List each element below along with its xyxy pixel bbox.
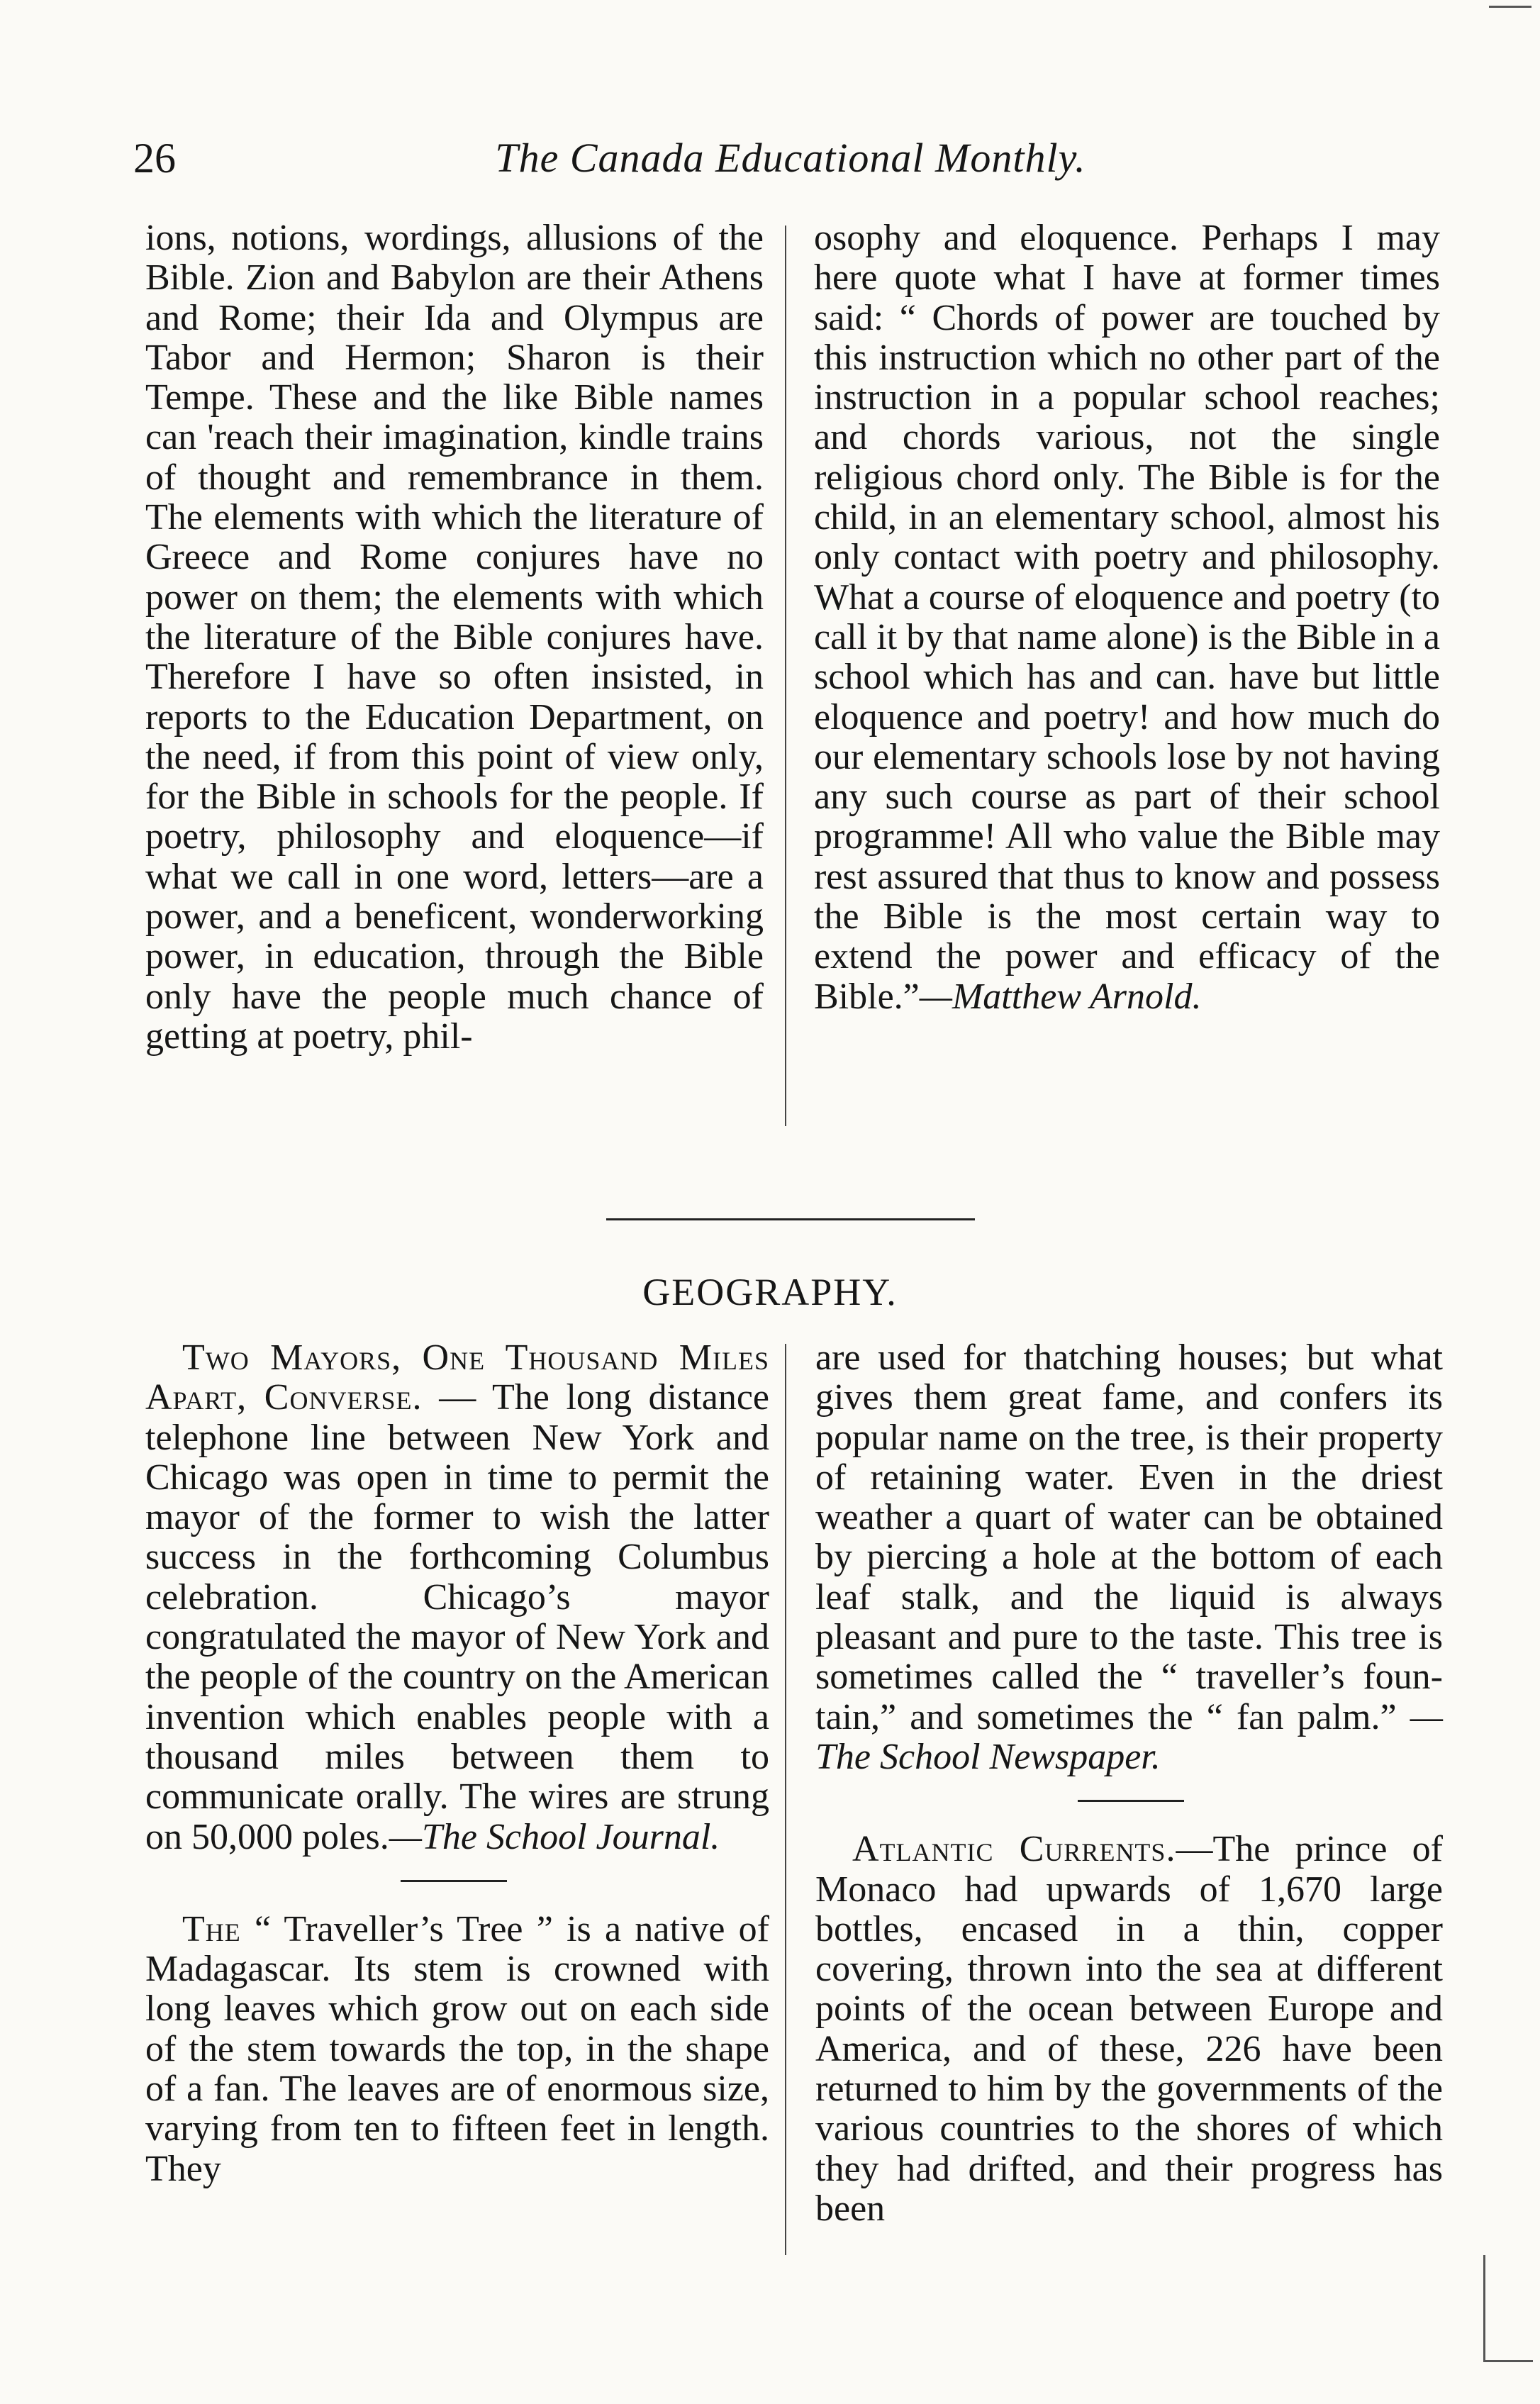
geography-column-divider (785, 1344, 786, 2255)
article-source-school-journal: —The School Journal. (389, 1816, 720, 1857)
arnold-quote-text: osophy and eloquence. Perhaps I may here quote what I have at former times said: “ Chords of power are touched by this instruction which no other part of the instruction in a popular school reaches; and chords various, not the single religious chord only. The Bible is for the child, in an elementary school, almost his only contact with poetry and philosophy. What a course of eloquence and poetry (to call it by that name alone) is the Bible in a school which has and can. have but little eloquence and poetry! and how much do our elementary schools lose by not having any such course as part of their school programme! All who value the Bible may rest assured that thus to know and possess the Bible is the most certain way to extend the power and efficacy of the Bible.” (814, 218, 1440, 1017)
top-column-divider (785, 226, 786, 1126)
article-travellers-tree (145, 1910, 769, 2189)
article-body-travellers-tree-right: are used for thatching houses; but what gives them great fame, and confers its popular name on the tree, is their property of retaining water. Even in the driest weather a quart of water can be obtained by piercing a hole at the bottom of each leaf stalk, and the liquid is always pleasant and pure to the taste. This tree is sometimes called the “ traveller’s fountain,” and sometimes the “ fan palm.” (815, 1337, 1443, 1737)
top-left-paragraph: ions, notions, wordings, allusions of the Bible. Zion and Babylon are their Athens and Rome; their Ida and Olympus are Tabor and Hermon; Sharon is their Tempe. These and the like Bible names can 'reach their imagination, kindle trains of thought and remembrance in them. The elements with which the literature of Greece and Rome conjures have no power on them; the elements with which the literature of the Bible conjures have. Therefore I have so often insisted, in reports to the Education Department, on the need, if from this point of view only, for the Bible in schools for the people. If poetry, philosophy and eloquence—if what we call in one word, letters—are a power, and a beneficent, wonderworking power, in education, through the Bible only have the people much chance of getting at poetry, phil- (145, 218, 764, 1057)
arnold-attribution: —Matthew Arnold. (919, 976, 1202, 1017)
scan-edge-mark-bottom-foot (1483, 2360, 1533, 2362)
article-separator (815, 1777, 1443, 1830)
running-title: The Canada Educational Monthly. (495, 135, 1086, 181)
geography-right-column (815, 1338, 1443, 2267)
article-body-two-mayors: — The long distance telephone line between New York and Chicago was open in time to permit the mayor of the former to wish the latter success in the forthcoming Columbus celebration. Chicago’s mayor congratulated the mayor of New York and the people of the country on the American invention which enables people with a thousand miles between them to communicate orally. The wires are strung on 50,000 poles. (145, 1377, 769, 1857)
section-heading-geography: GEOGRAPHY. (642, 1271, 898, 1313)
article-travellers-tree-continued (815, 1338, 1443, 1777)
article-title-atlantic-currents: Atlantic Currents. (852, 1829, 1176, 1870)
top-left-column (145, 218, 764, 1140)
article-body-travellers-tree-left: “ Traveller’s Tree ” is a native of Madagascar. Its stem is crowned with long leaves which grow out on each side of the stem towards the top, in the shape of a fan. The leaves are of enormous size, varying from ten to fifteen feet in length. They (145, 1908, 769, 2189)
top-right-column (814, 218, 1440, 1140)
scan-edge-mark-bottom (1483, 2255, 1485, 2361)
article-lead-travellers-tree: The (182, 1908, 241, 1949)
section-separator (606, 1218, 975, 1220)
article-atlantic-currents (815, 1830, 1443, 2229)
top-right-paragraph (814, 218, 1440, 1017)
article-two-mayors (145, 1338, 769, 1857)
article-source-school-newspaper: —The School Newspaper. (815, 1696, 1444, 1777)
scan-edge-mark-top (1489, 6, 1531, 8)
page-number: 26 (133, 135, 176, 182)
article-body-atlantic-currents: —The prince of Monaco had upwards of 1,670 large bottles, encased in a thin, copper covering, thrown into the sea at different points of the ocean between Europe and America, and of these, 226 have been returned to him by the governments of the various countries to the shores of which they had drifted, and their progress has been (815, 1829, 1443, 2229)
article-title-two-mayors: Two Mayors, One Thousand Miles Apart, Converse. (145, 1337, 769, 1418)
article-separator (145, 1857, 769, 1910)
geography-left-column (145, 1338, 769, 2267)
